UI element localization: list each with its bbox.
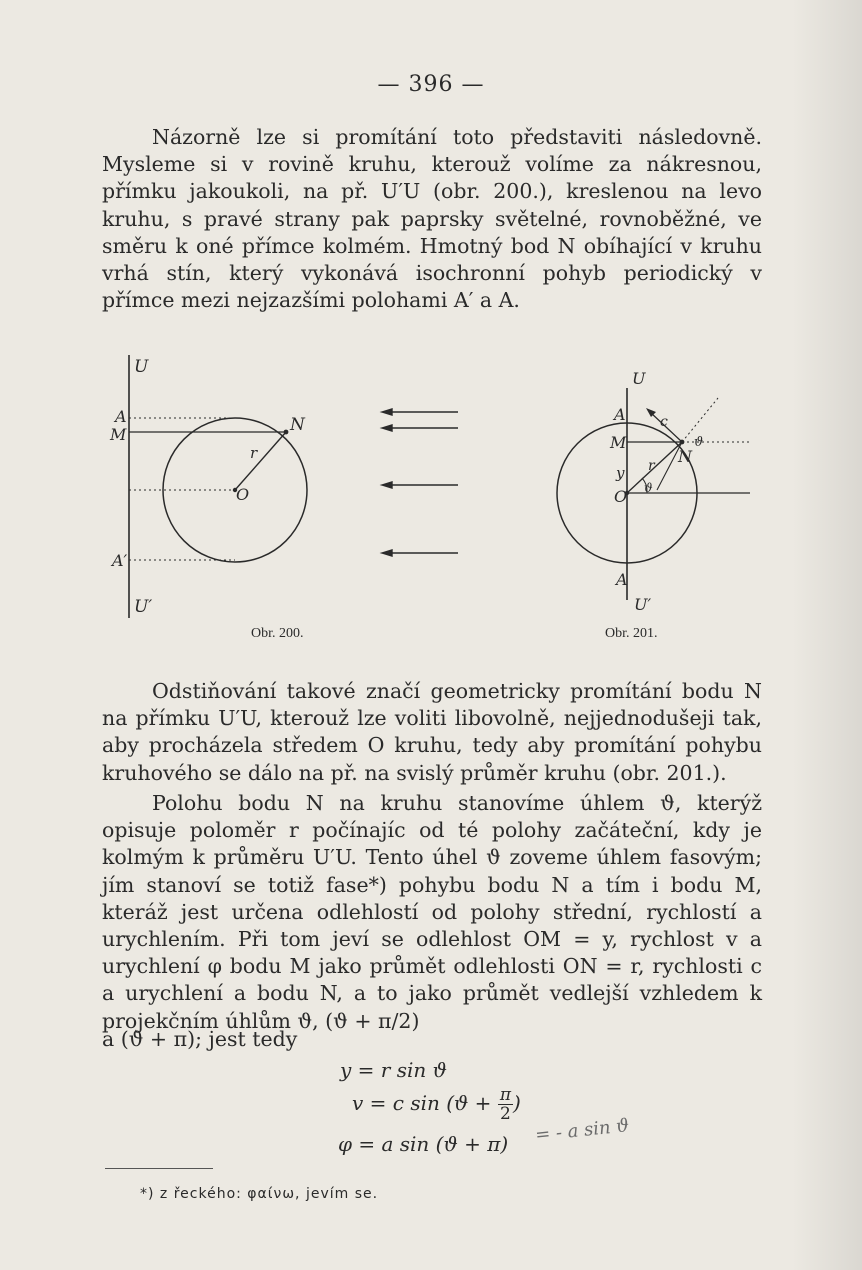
- fig201-label-O: O: [614, 487, 628, 506]
- fig200-label-U: U: [134, 357, 149, 377]
- fig200-label-N: N: [290, 415, 305, 435]
- fig200-label-A-prime: A′: [112, 551, 128, 570]
- figure-200-drawing: [100, 350, 400, 630]
- page-edge-shadow: [792, 0, 862, 1270]
- handwritten-note: = - a sin ϑ: [534, 1115, 631, 1146]
- paragraph-1: Názorně lze si promítání toto představiti následovně. Mysleme si v rovině kruhu, kterouž volíme za nákresnou, přímku jakoukoli, na př. U′U (obr. 200.), kreslenou na levo kruhu, s pravé strany pak paprsky světelné, rovnoběžné, ve směru k oné přímce kolmém. Hmotný bod N obíhající v kruhu vrhá stín, který vykonává isochronní pohyb periodický v přímce mezi nejzazšími polohami A′ a A.: [102, 125, 762, 313]
- equation-3: φ = a sin (ϑ + π): [338, 1132, 509, 1156]
- fig201-label-theta-top: ϑ: [694, 435, 704, 450]
- fig201-label-U-prime: U′: [634, 595, 652, 614]
- figure-200: [100, 350, 400, 630]
- fig201-label-N: N: [678, 447, 692, 466]
- fig201-label-A-bottom: A: [616, 570, 628, 589]
- fig201-label-theta-bottom: ϑ: [644, 481, 653, 495]
- paragraph-4: a (ϑ + π); jest tedy: [102, 1027, 298, 1051]
- figure-200-caption: Obr. 200.: [251, 626, 304, 641]
- equation-2-numerator: π: [499, 1085, 511, 1105]
- paragraph-3: Polohu bodu N na kruhu stanovíme úhlem ϑ, kterýž opisuje poloměr r počínajíc od té polohy začáteční, kdy je kolmým k průměru U′U. Tento úhel ϑ zoveme úhlem fasovým; jím stanoví se totiž fase*) pohybu bodu N a tím i bodu M, kteráž jest určena odlehlostí od polohy střední, rychlostí a urychlením. Při tom jeví se odlehlost OM = y, rychlost v a urychlení φ bodu M jako průmět odlehlosti ON = r, rychlosti c a urychlení a bodu N, a to jako průmět vedlejší vzhledem k projekčním úhlům ϑ, (ϑ + π/2): [102, 791, 762, 1033]
- footnote: *) z řeckého: φαίνω, jevím se.: [140, 1186, 379, 1202]
- figure-201: [560, 360, 760, 620]
- fig200-label-U-prime: U′: [134, 597, 153, 617]
- figure-201-drawing: [560, 360, 760, 620]
- equation-2: [352, 1086, 521, 1123]
- paragraph-2: Odstiňování takové značí geometricky promítání bodu N na přímku U′U, kterouž lze voliti libovolně, nejjednodušeji tak, aby procházela středem O kruhu, tedy aby promítání pohybu kruhového se dálo na př. na svislý průměr kruhu (obr. 201.).: [102, 679, 762, 785]
- fig201-label-M: M: [610, 433, 627, 452]
- fig201-label-c: c: [660, 414, 668, 430]
- page-number: — 396 —: [377, 72, 485, 97]
- equation-2-tail: ): [513, 1091, 521, 1115]
- equation-2-lead: v = c sin (ϑ +: [352, 1091, 498, 1115]
- fig200-label-M: M: [110, 425, 127, 444]
- equation-2-denominator: 2: [499, 1104, 511, 1124]
- light-ray-arrows: [380, 400, 470, 570]
- footnote-rule: [105, 1168, 213, 1169]
- fig201-label-A: A: [614, 405, 626, 424]
- fig201-label-y: y: [616, 464, 625, 482]
- equation-2-fraction: [498, 1086, 513, 1123]
- fig200-label-O: O: [236, 485, 250, 504]
- fig200-label-A: A: [115, 407, 127, 426]
- fig200-label-r: r: [250, 444, 258, 462]
- fig201-label-r: r: [648, 458, 655, 474]
- equation-1: y = r sin ϑ: [340, 1058, 447, 1082]
- figure-201-caption: Obr. 201.: [605, 626, 658, 641]
- fig201-label-U: U: [632, 369, 646, 388]
- light-rays: [380, 400, 470, 570]
